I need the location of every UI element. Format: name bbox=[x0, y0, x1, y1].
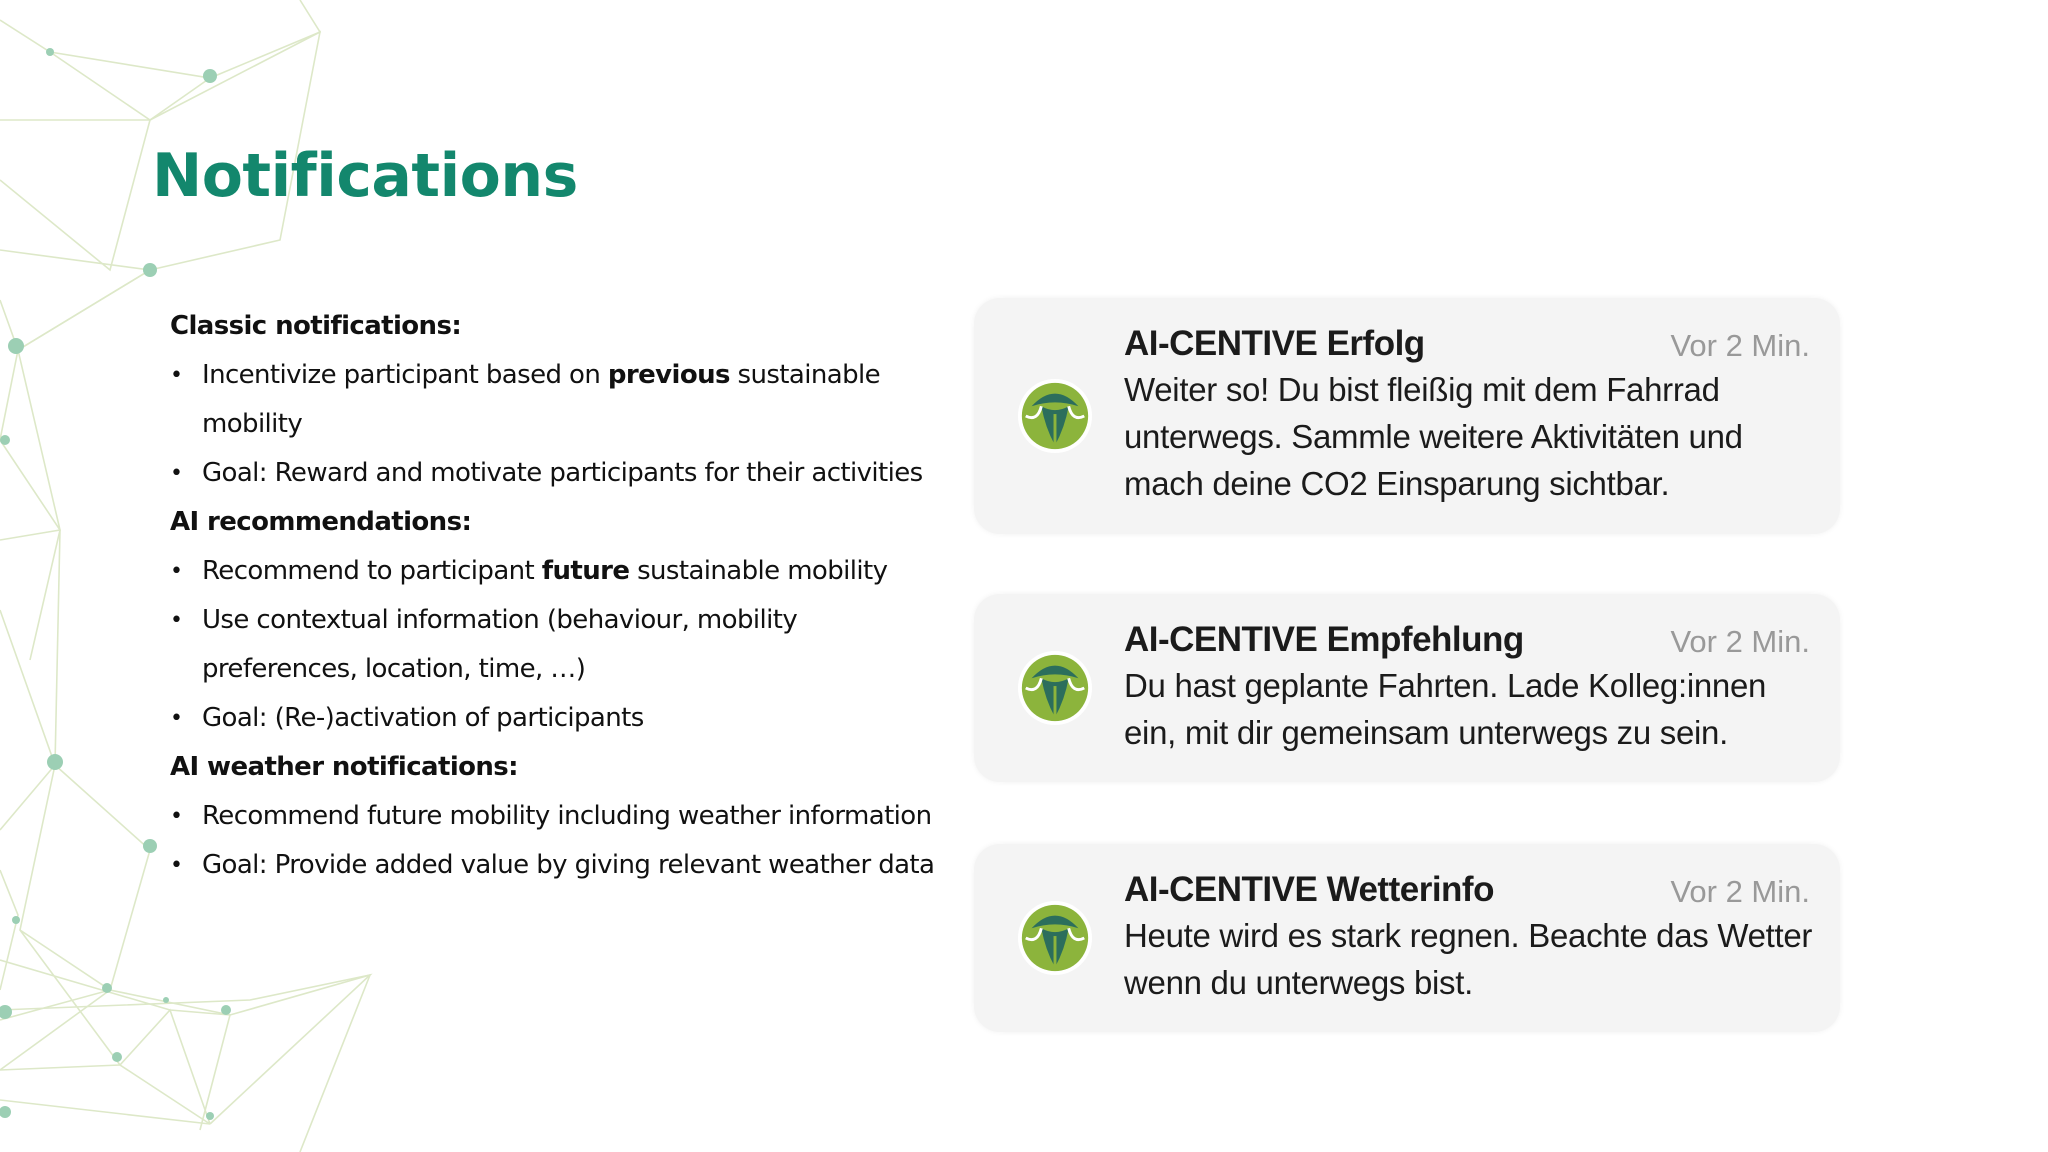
bullet-item: • Recommend future mobility including weather information bbox=[170, 792, 950, 841]
ai-centive-logo-icon bbox=[1016, 899, 1094, 977]
notification-body: Du hast geplante Fahrten. Lade Kolleg:innen ein, mit dir gemeinsam unterwegs zu sein. bbox=[1124, 667, 1767, 751]
notification-body: Weiter so! Du bist fleißig mit dem Fahrrad unterwegs. Sammle weitere Aktivitäten und mach deine CO2 Einsparung sichtbar. bbox=[1124, 371, 1743, 502]
page-title: Notifications bbox=[152, 141, 578, 211]
notification-title: AI-CENTIVE Erfolg bbox=[1124, 324, 1425, 363]
notification-time: Vor 2 Min. bbox=[1670, 874, 1810, 909]
ai-centive-logo-icon bbox=[1016, 649, 1094, 727]
notification-time: Vor 2 Min. bbox=[1670, 328, 1810, 363]
notification-title: AI-CENTIVE Wetterinfo bbox=[1124, 870, 1494, 909]
notification-body: Heute wird es stark regnen. Beachte das Wetter wenn du unterwegs bist. bbox=[1124, 917, 1813, 1001]
notification-time: Vor 2 Min. bbox=[1670, 624, 1810, 659]
bullet-item: • Goal: Reward and motivate participants for their activities bbox=[170, 449, 950, 498]
notification-card-wetterinfo[interactable] bbox=[974, 844, 1840, 1032]
notification-card-erfolg[interactable] bbox=[974, 298, 1840, 534]
bullet-item: • Recommend to participant future sustainable mobility bbox=[170, 547, 950, 596]
section-heading-ai-recommendations: AI recommendations: bbox=[170, 507, 472, 537]
section-heading-ai-weather: AI weather notifications: bbox=[170, 752, 518, 782]
bullet-item: • Goal: (Re-)activation of participants bbox=[170, 694, 950, 743]
notification-title: AI-CENTIVE Empfehlung bbox=[1124, 620, 1524, 659]
bullet-item: • Use contextual information (behaviour, mobility preferences, location, time, …) bbox=[170, 596, 950, 694]
ai-centive-logo-icon bbox=[1016, 377, 1094, 455]
section-heading-classic: Classic notifications: bbox=[170, 311, 462, 341]
notification-card-empfehlung[interactable] bbox=[974, 594, 1840, 782]
bullet-item: • Goal: Provide added value by giving relevant weather data bbox=[170, 841, 950, 890]
notification-types-list bbox=[170, 302, 950, 890]
bullet-item: • Incentivize participant based on previous sustainable mobility bbox=[170, 351, 950, 449]
